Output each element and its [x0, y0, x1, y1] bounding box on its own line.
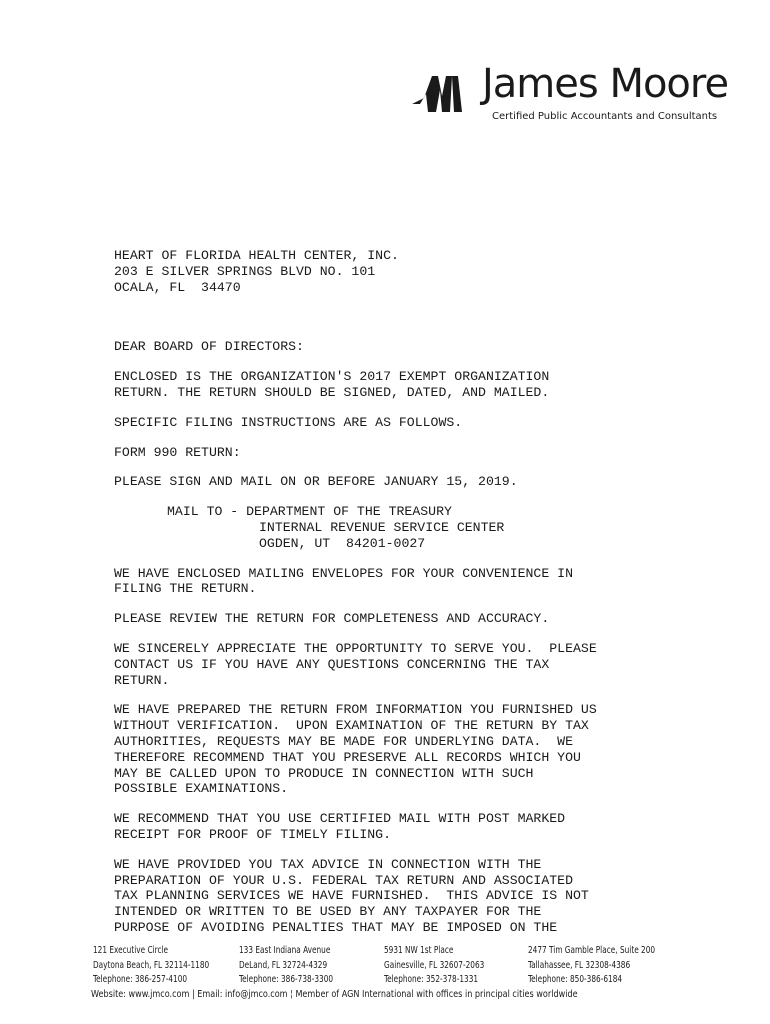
- footer-email[interactable]: Email: info@jmco.com: [197, 989, 288, 1000]
- paragraph-line: RETURN. THE RETURN SHOULD BE SIGNED, DATED, AND MAILED.: [114, 384, 550, 400]
- paragraph-line: TAX PLANNING SERVICES WE HAVE FURNISHED. THIS ADVICE IS NOT: [114, 888, 589, 904]
- paragraph-line: WITHOUT VERIFICATION. UPON EXAMINATION OF THE RETURN BY TAX: [114, 718, 589, 734]
- office-phone: Telephone: 386-257-4100: [93, 974, 188, 985]
- salutation: [114, 339, 694, 355]
- paragraph-line: RECEIPT FOR PROOF OF TIMELY FILING.: [114, 826, 391, 842]
- office-deland: [239, 944, 333, 988]
- paragraph-form: [114, 445, 694, 461]
- paragraph-line: THEREFORE RECOMMEND THAT YOU PRESERVE ALL RECORDS WHICH YOU: [114, 749, 581, 765]
- office-daytona: [93, 944, 209, 988]
- paragraph-line: SPECIFIC FILING INSTRUCTIONS ARE AS FOLLOWS.: [114, 414, 463, 430]
- paragraph-line: WE HAVE PREPARED THE RETURN FROM INFORMATION YOU FURNISHED US: [114, 702, 597, 718]
- letterhead-logo: [412, 61, 742, 130]
- footer-separator: ¦: [290, 989, 296, 1000]
- footer-member: Member of AGN International with offices in principal cities worldwide: [295, 989, 578, 1000]
- office-phone: Telephone: 352-378-1331: [384, 974, 479, 985]
- salutation-text: DEAR BOARD OF DIRECTORS:: [114, 339, 304, 355]
- paragraph-line: POSSIBLE EXAMINATIONS.: [114, 781, 289, 797]
- mail-line: MAIL TO - DEPARTMENT OF THE TREASURY: [167, 504, 452, 520]
- office-phone: Telephone: 386-738-3300: [239, 974, 334, 985]
- office-phone: Telephone: 850-386-6184: [528, 974, 623, 985]
- office-street: 2477 Tim Gamble Place, Suite 200: [528, 945, 656, 956]
- paragraph-line: FILING THE RETURN.: [114, 581, 257, 597]
- footer-contact-line: [91, 988, 578, 1003]
- paragraph-certified-mail: [114, 811, 694, 843]
- paragraph-line: WE HAVE ENCLOSED MAILING ENVELOPES FOR YOUR CONVENIENCE IN: [114, 565, 573, 581]
- paragraph-line: WE RECOMMEND THAT YOU USE CERTIFIED MAIL WITH POST MARKED: [114, 811, 566, 827]
- paragraph-line: INTENDED OR WRITTEN TO BE USED BY ANY TAXPAYER FOR THE: [114, 904, 542, 920]
- recipient-street: 203 E SILVER SPRINGS BLVD NO. 101: [114, 263, 376, 279]
- office-city: DeLand, FL 32724-4329: [239, 959, 328, 971]
- office-street: 121 Executive Circle: [93, 945, 169, 956]
- paragraph-line: FORM 990 RETURN:: [114, 444, 241, 460]
- paragraph-tax-advice: [114, 857, 694, 936]
- paragraph-line: WE SINCERELY APPRECIATE THE OPPORTUNITY TO SERVE YOU. PLEASE: [114, 640, 597, 656]
- paragraph-sign: [114, 474, 694, 490]
- paragraph-appreciate: [114, 641, 694, 688]
- footer-separator: |: [191, 989, 198, 1000]
- letter-body: [114, 248, 694, 950]
- jm-logo-mark-icon: [412, 74, 470, 112]
- firm-name: James Moore: [482, 61, 729, 107]
- office-city: Gainesville, FL 32607-2063: [384, 959, 485, 971]
- paragraph-instructions: [114, 415, 694, 431]
- office-street: 5931 NW 1st Place: [384, 945, 454, 956]
- paragraph-line: CONTACT US IF YOU HAVE ANY QUESTIONS CONCERNING THE TAX: [114, 656, 550, 672]
- paragraph-enclosed: [114, 369, 694, 401]
- paragraph-line: AUTHORITIES, REQUESTS MAY BE MADE FOR UNDERLYING DATA. WE: [114, 733, 573, 749]
- paragraph-line: MAY BE CALLED UPON TO PRODUCE IN CONNECTION WITH SUCH: [114, 765, 534, 781]
- office-tallahassee: [528, 944, 655, 988]
- paragraph-line: WE HAVE PROVIDED YOU TAX ADVICE IN CONNECTION WITH THE: [114, 856, 542, 872]
- paragraph-line: PLEASE REVIEW THE RETURN FOR COMPLETENESS AND ACCURACY.: [114, 611, 550, 627]
- mailing-address: [167, 504, 694, 551]
- office-gainesville: [384, 944, 484, 988]
- recipient-city: OCALA, FL 34470: [114, 279, 241, 295]
- mail-line: INTERNAL REVENUE SERVICE CENTER: [259, 519, 505, 535]
- mail-line: OGDEN, UT 84201-0027: [259, 535, 426, 551]
- paragraph-line: ENCLOSED IS THE ORGANIZATION'S 2017 EXEMPT ORGANIZATION: [114, 369, 550, 385]
- recipient-name: HEART OF FLORIDA HEALTH CENTER, INC.: [114, 248, 399, 263]
- office-city: Tallahassee, FL 32308-4386: [528, 959, 631, 971]
- recipient-address: [114, 248, 694, 295]
- office-city: Daytona Beach, FL 32114-1180: [93, 959, 210, 971]
- paragraph-line: PREPARATION OF YOUR U.S. FEDERAL TAX RETURN AND ASSOCIATED: [114, 872, 573, 888]
- firm-tagline: Certified Public Accountants and Consultants: [492, 111, 718, 122]
- paragraph-line: PLEASE SIGN AND MAIL ON OR BEFORE JANUARY 15, 2019.: [114, 474, 518, 490]
- office-street: 133 East Indiana Avenue: [239, 945, 331, 956]
- paragraph-line: RETURN.: [114, 672, 170, 688]
- paragraph-envelopes: [114, 566, 694, 598]
- paragraph-review: [114, 611, 694, 627]
- paragraph-line: PURPOSE OF AVOIDING PENALTIES THAT MAY BE IMPOSED ON THE: [114, 919, 558, 935]
- footer-website[interactable]: Website: www.jmco.com: [91, 989, 190, 1000]
- paragraph-verification: [114, 702, 694, 797]
